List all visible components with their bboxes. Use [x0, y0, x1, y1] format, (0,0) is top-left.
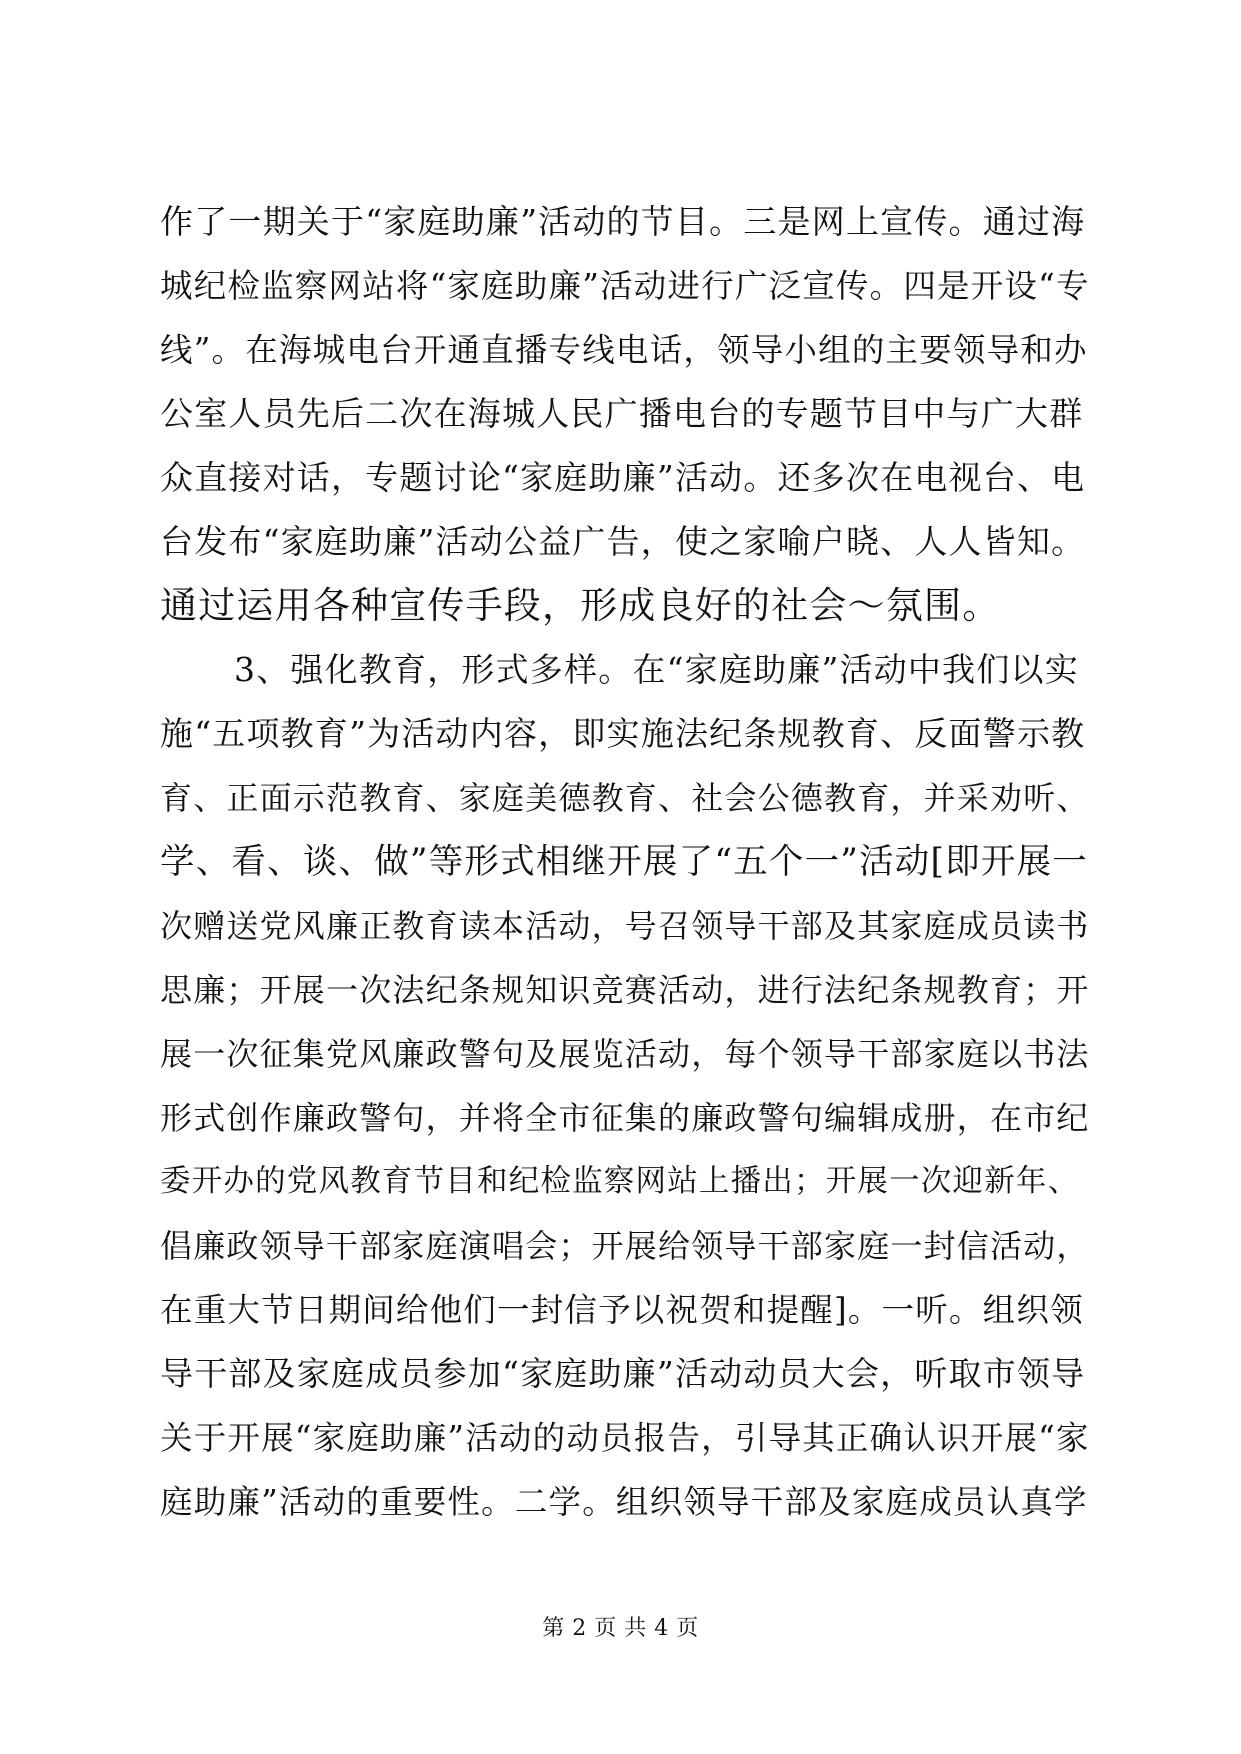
body-text-line: 通过运用各种宣传手段，形成良好的社会～氛围。 — [160, 584, 1001, 627]
body-text-line: 次赠送党风廉正教育读本活动，号召领导干部及其家庭成员读书 — [160, 907, 1090, 945]
body-text-line: 线”。在海城电台开通直播专线电话，领导小组的主要领导和办 — [160, 331, 1088, 369]
body-text-line: 庭助廉”活动的重要性。二学。组织领导干部及家庭成员认真学 — [160, 1483, 1088, 1521]
body-text-line: 委开办的党风教育节目和纪检监察网站上播出；开展一次迎新年、 — [160, 1164, 1080, 1199]
page-number-footer: 第 2 页 共 4 页 — [542, 1616, 699, 1641]
body-text-line: 关于开展“家庭助廉”活动的动员报告，引导其正确认识开展“家 — [160, 1419, 1090, 1457]
body-text-line: 倡廉政领导干部家庭演唱会；开展给领导干部家庭一封信活动， — [160, 1227, 1090, 1265]
body-text-line: 城纪检监察网站将“家庭助廉”活动进行广泛宣传。四是开设“专 — [160, 267, 1090, 305]
body-text-line: 台发布“家庭助廉”活动公益广告，使之家喻户晓、人人皆知。 — [160, 522, 1086, 561]
paragraph-first-line: 3、强化教育，形式多样。在“家庭助廉”活动中我们以实 — [234, 650, 1079, 689]
body-text-line: 导干部及家庭成员参加“家庭助廉”活动动员大会，听取市领导 — [160, 1354, 1086, 1393]
body-text-line: 展一次征集党风廉政警句及展览活动，每个领导干部家庭以书法 — [160, 1035, 1090, 1073]
body-text-line: 在重大节日期间给他们一封信予以祝贺和提醒]。一听。组织领 — [160, 1291, 1084, 1329]
body-text-line: 思廉；开展一次法纪条规知识竞赛活动，进行法纪条规教育；开 — [160, 971, 1090, 1009]
body-text-line: 众直接对话，专题讨论“家庭助廉”活动。还多次在电视台、电 — [160, 458, 1086, 497]
body-text-line: 育、正面示范教育、家庭美德教育、社会公德教育，并采劝听、 — [160, 779, 1090, 817]
body-text-line: 施“五项教育”为活动内容，即实施法纪条规教育、反面警示教 — [160, 714, 1086, 753]
body-text-line: 形式创作廉政警句，并将全市征集的廉政警句编辑成册，在市纪 — [160, 1099, 1090, 1137]
body-text-line: 学、看、谈、做”等形式相继开展了“五个一”活动[即开展一 — [160, 842, 1088, 882]
body-text-line: 作了一期关于“家庭助廉”活动的节目。三是网上宣传。通过海 — [160, 202, 1086, 241]
body-text-line: 公室人员先后二次在海城人民广播电台的专题节目中与广大群 — [160, 394, 1084, 433]
